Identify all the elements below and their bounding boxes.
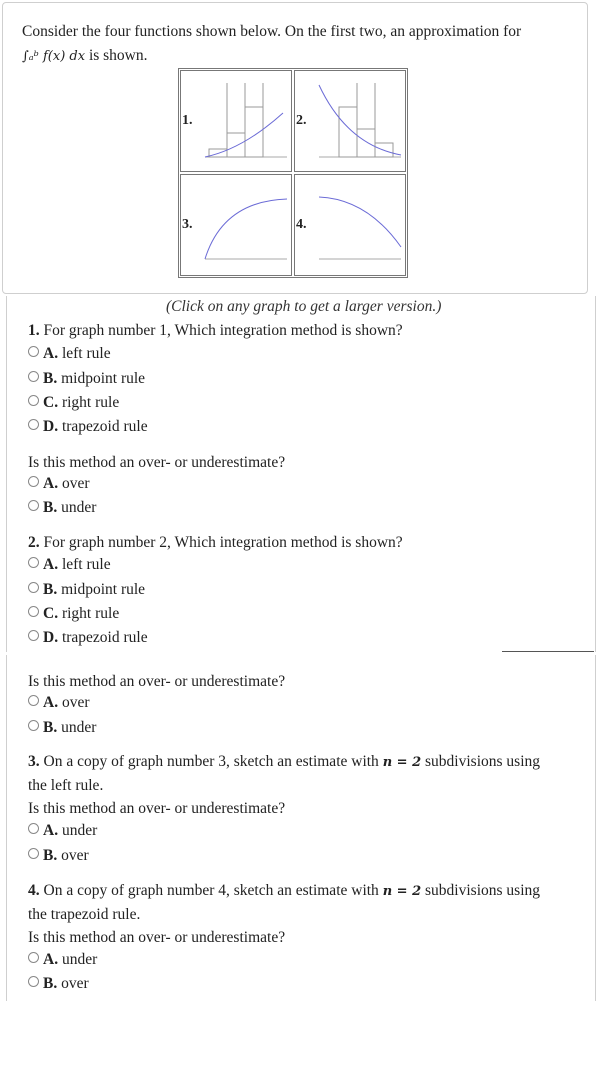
graph-2-plot xyxy=(317,77,403,165)
graph-2[interactable]: 2. xyxy=(294,70,406,172)
q1-ou-option-b[interactable]: B. under xyxy=(28,499,96,517)
graph-1[interactable]: 1. xyxy=(180,70,292,172)
graph-grid xyxy=(178,68,408,278)
graph-1-plot xyxy=(203,77,289,165)
q3-ou-option-a[interactable]: A. under xyxy=(28,822,97,840)
question-3: 3. On a copy of graph number 3, sketch an estimate with n = 2 subdivisions using the left rule. Is this method an over- or underestimate? xyxy=(28,753,540,817)
divider-line xyxy=(502,651,594,652)
radio-icon[interactable] xyxy=(28,557,39,568)
q1-option-d[interactable]: D. trapezoid rule xyxy=(28,418,148,436)
graph-4-plot xyxy=(317,181,403,269)
q1-option-b[interactable]: B. midpoint rule xyxy=(28,370,145,388)
question-1: 1. For graph number 1, Which integration method is shown? xyxy=(28,322,403,339)
q1-option-c[interactable]: C. right rule xyxy=(28,394,119,412)
question-4: 4. On a copy of graph number 4, sketch an estimate with n = 2 subdivisions using the trapezoid rule. Is this method an over- or underestimate? xyxy=(28,882,540,946)
intro-text: Consider the four functions shown below. On the first two, an approximation for ∫ₐᵇ f(x) dx is shown. xyxy=(22,23,522,64)
q2-option-a[interactable]: A. left rule xyxy=(28,556,111,574)
radio-icon[interactable] xyxy=(28,952,39,963)
radio-icon[interactable] xyxy=(28,395,39,406)
q4-ou-option-b[interactable]: B. over xyxy=(28,975,89,993)
q3-ou-option-b[interactable]: B. over xyxy=(28,847,89,865)
q2-ou-option-a[interactable]: A. over xyxy=(28,694,90,712)
q1-ou-option-a[interactable]: A. over xyxy=(28,475,90,493)
q2-option-c[interactable]: C. right rule xyxy=(28,605,119,623)
graph-caption: (Click on any graph to get a larger version.) xyxy=(166,298,442,315)
radio-icon[interactable] xyxy=(28,976,39,987)
q2-ou-option-b[interactable]: B. under xyxy=(28,719,96,737)
graph-4[interactable]: 4. xyxy=(294,174,406,276)
q1-option-a[interactable]: A. left rule xyxy=(28,345,111,363)
radio-icon[interactable] xyxy=(28,476,39,487)
question-2: 2. For graph number 2, Which integration method is shown? xyxy=(28,534,403,551)
radio-icon[interactable] xyxy=(28,720,39,731)
radio-icon[interactable] xyxy=(28,582,39,593)
graph-3-plot xyxy=(203,181,289,269)
q2-option-b[interactable]: B. midpoint rule xyxy=(28,581,145,599)
q4-ou-option-a[interactable]: A. under xyxy=(28,951,97,969)
integral-expression: ∫ₐᵇ f(x) dx xyxy=(22,49,86,64)
q1-over-under-prompt: Is this method an over- or underestimate? xyxy=(28,454,286,471)
q2-option-d[interactable]: D. trapezoid rule xyxy=(28,629,148,647)
radio-icon[interactable] xyxy=(28,695,39,706)
radio-icon[interactable] xyxy=(28,848,39,859)
radio-icon[interactable] xyxy=(28,346,39,357)
q2-over-under-prompt: Is this method an over- or underestimate? xyxy=(28,673,286,690)
radio-icon[interactable] xyxy=(28,371,39,382)
graph-3[interactable]: 3. xyxy=(180,174,292,276)
radio-icon[interactable] xyxy=(28,823,39,834)
radio-icon[interactable] xyxy=(28,630,39,641)
radio-icon[interactable] xyxy=(28,419,39,430)
radio-icon[interactable] xyxy=(28,606,39,617)
radio-icon[interactable] xyxy=(28,500,39,511)
